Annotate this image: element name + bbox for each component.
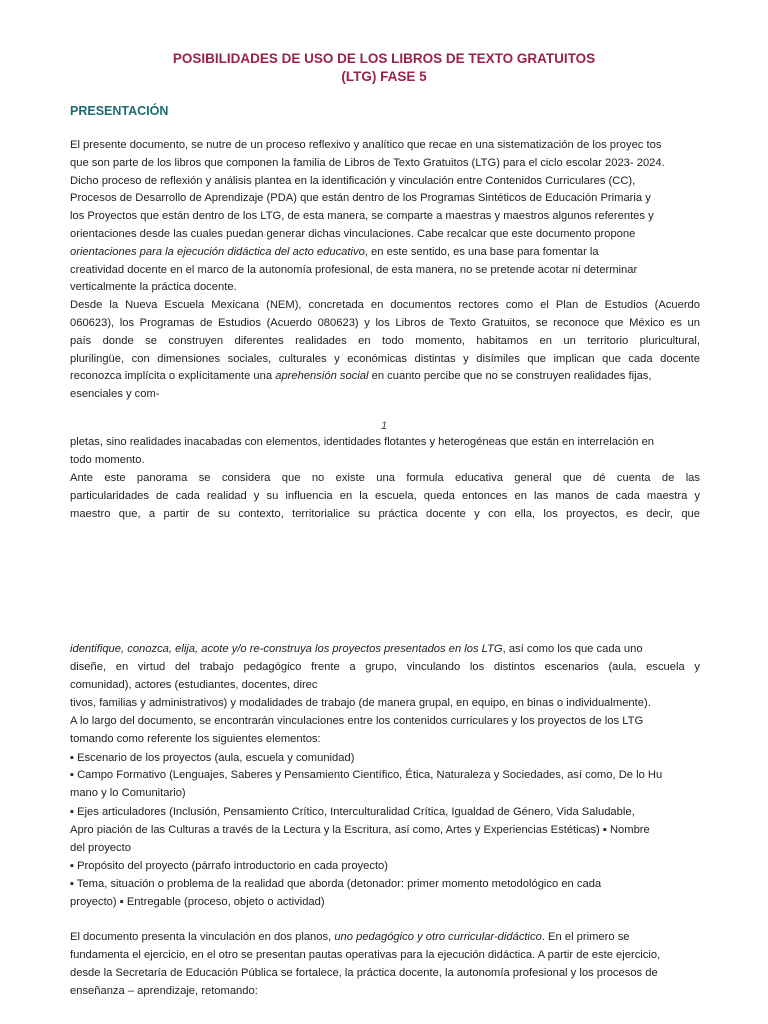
section-heading: PRESENTACIÓN <box>70 104 169 118</box>
paragraph-line: Desde la Nueva Escuela Mexicana (NEM), concretada en documentos rectores como el Plan de Estudios (Acuerdo <box>70 299 700 311</box>
title-line-2: (LTG) FASE 5 <box>341 69 427 84</box>
paragraph-line: enseñanza – aprendizaje, retomando: <box>70 985 258 997</box>
paragraph-line: Procesos de Desarrollo de Aprendizaje (PDA) que están dentro de los Programas Sintéticos de Educación Primaria y <box>70 192 651 204</box>
paragraph-line: pletas, sino realidades inacabadas con elementos, identidades flotantes y heterogéneas que están en interrelación en <box>70 436 655 448</box>
list-item: ▪ Propósito del proyecto (párrafo introductorio en cada proyecto) <box>70 860 389 872</box>
italic-phrase: uno pedagógico y otro curricular-didáctico <box>334 931 542 943</box>
paragraph-line: diseñe, en virtud del trabajo pedagógico frente a grupo, vinculando los distintos escenarios (aula, escuela y <box>70 661 700 673</box>
list-item: ▪ Campo Formativo (Lenguajes, Saberes y Pensamiento Científico, Ética, Naturaleza y Sociedades, así como, De lo Hu <box>70 769 663 781</box>
list-item: proyecto) ▪ Entregable (proceso, objeto o actividad) <box>70 896 325 908</box>
paragraph-line: fundamenta el ejercicio, en el otro se presentan pautas operativas para la ejecución didáctica. A partir de este ejercicio, <box>70 949 661 961</box>
paragraph-line: país donde se construyen diferentes realidades en todo momento, habitamos en un territorio pluricultural, <box>70 335 700 347</box>
paragraph-line <box>70 368 700 385</box>
paragraph-line: los Proyectos que están dentro de los LTG, de esta manera, se comparte a maestras y maestros algunos referentes y <box>70 210 654 222</box>
paragraph-line: verticalmente la práctica docente. <box>70 281 237 293</box>
list-item: Apro piación de las Culturas a través de la Lectura y la Escritura, así como, Artes y Experiencias Estéticas) ▪ Nombre <box>70 824 650 836</box>
paragraph-line: particularidades de cada realidad y su influencia en la escuela, queda entonces en las manos de cada maestra y <box>70 490 700 502</box>
paragraph-line: 060623), los Programas de Estudios (Acuerdo 080623) y los Libros de Texto Gratuitos, se reconoce que México es un <box>70 317 700 329</box>
paragraph-line: Ante este panorama se considera que no existe una formula educativa general que dé cuenta de las <box>70 472 700 484</box>
paragraph-line <box>70 929 700 946</box>
paragraph-line: orientaciones desde las cuales puedan generar dichas vinculaciones. Cabe recalcar que este documento propone <box>70 228 636 240</box>
list-item: ▪ Tema, situación o problema de la realidad que aborda (detonador: primer momento metodológico en cada <box>70 878 602 890</box>
paragraph-line: A lo largo del documento, se encontrarán vinculaciones entre los contenidos curriculares y los proyectos de los LTG <box>70 715 644 727</box>
text-run: , así como los que cada uno <box>502 643 643 655</box>
paragraph-line: todo momento. <box>70 454 145 466</box>
paragraph-line: tivos, familias y administrativos) y modalidades de trabajo (de manera grupal, en equipo, en binas o individualmente). <box>70 697 651 709</box>
paragraph-line: tomando como referente los siguientes elementos: <box>70 733 321 745</box>
paragraph-line: maestro que, a partir de su contexto, territorialice su práctica docente y con ella, los proyectos, es decir, que <box>70 508 700 520</box>
paragraph-line: plurilingüe, con dimensiones sociales, culturales y económicas distintas y disímiles que implican que cada docente <box>70 353 700 365</box>
text-run: reconozca implícita o explícitamente una <box>70 370 276 382</box>
italic-phrase: aprehensión social <box>275 370 369 382</box>
list-item: del proyecto <box>70 842 131 854</box>
paragraph-line: creatividad docente en el marco de la autonomía profesional, de esta manera, no se pretende acotar ni determinar <box>70 264 638 276</box>
italic-phrase: orientaciones para la ejecución didáctica del acto educativo <box>70 246 365 258</box>
text-run: El documento presenta la vinculación en dos planos, <box>70 931 335 943</box>
page-number: 1 <box>380 420 388 432</box>
list-item: ▪ Escenario de los proyectos (aula, escuela y comunidad) <box>70 752 355 764</box>
paragraph-line: esenciales y com- <box>70 388 160 400</box>
paragraph-line: desde la Secretaría de Educación Pública se fortalece, la práctica docente, la autonomía profesional y los procesos de <box>70 967 658 979</box>
paragraph-line: El presente documento, se nutre de un proceso reflexivo y analítico que recae en una sistematización de los proyec tos <box>70 139 662 151</box>
paragraph-line: que son parte de los libros que componen la familia de Libros de Texto Gratuitos (LTG) para el ciclo escolar 2023- 2024. <box>70 157 665 169</box>
paragraph-line <box>70 641 700 658</box>
list-item: mano y lo Comunitario) <box>70 787 186 799</box>
text-run: , en este sentido, es una base para fomentar la <box>364 246 599 258</box>
text-run: en cuanto percibe que no se construyen realidades fijas, <box>368 370 652 382</box>
text-run: . En el primero se <box>541 931 630 943</box>
paragraph-line: comunidad), actores (estudiantes, docentes, direc <box>70 679 318 691</box>
paragraph-line: Dicho proceso de reflexión y análisis plantea en la identificación y vinculación entre Contenidos Curriculares (CC), <box>70 175 636 187</box>
paragraph-line <box>70 244 700 261</box>
document-title <box>0 50 768 86</box>
title-line-1: POSIBILIDADES DE USO DE LOS LIBROS DE TEXTO GRATUITOS <box>172 51 596 66</box>
list-item: ▪ Ejes articuladores (Inclusión, Pensamiento Crítico, Interculturalidad Crítica, Igualdad de Género, Vida Saludable, <box>70 806 635 818</box>
italic-phrase: identifique, conozca, elija, acote y/o re-construya los proyectos presentados en los LTG <box>70 643 503 655</box>
